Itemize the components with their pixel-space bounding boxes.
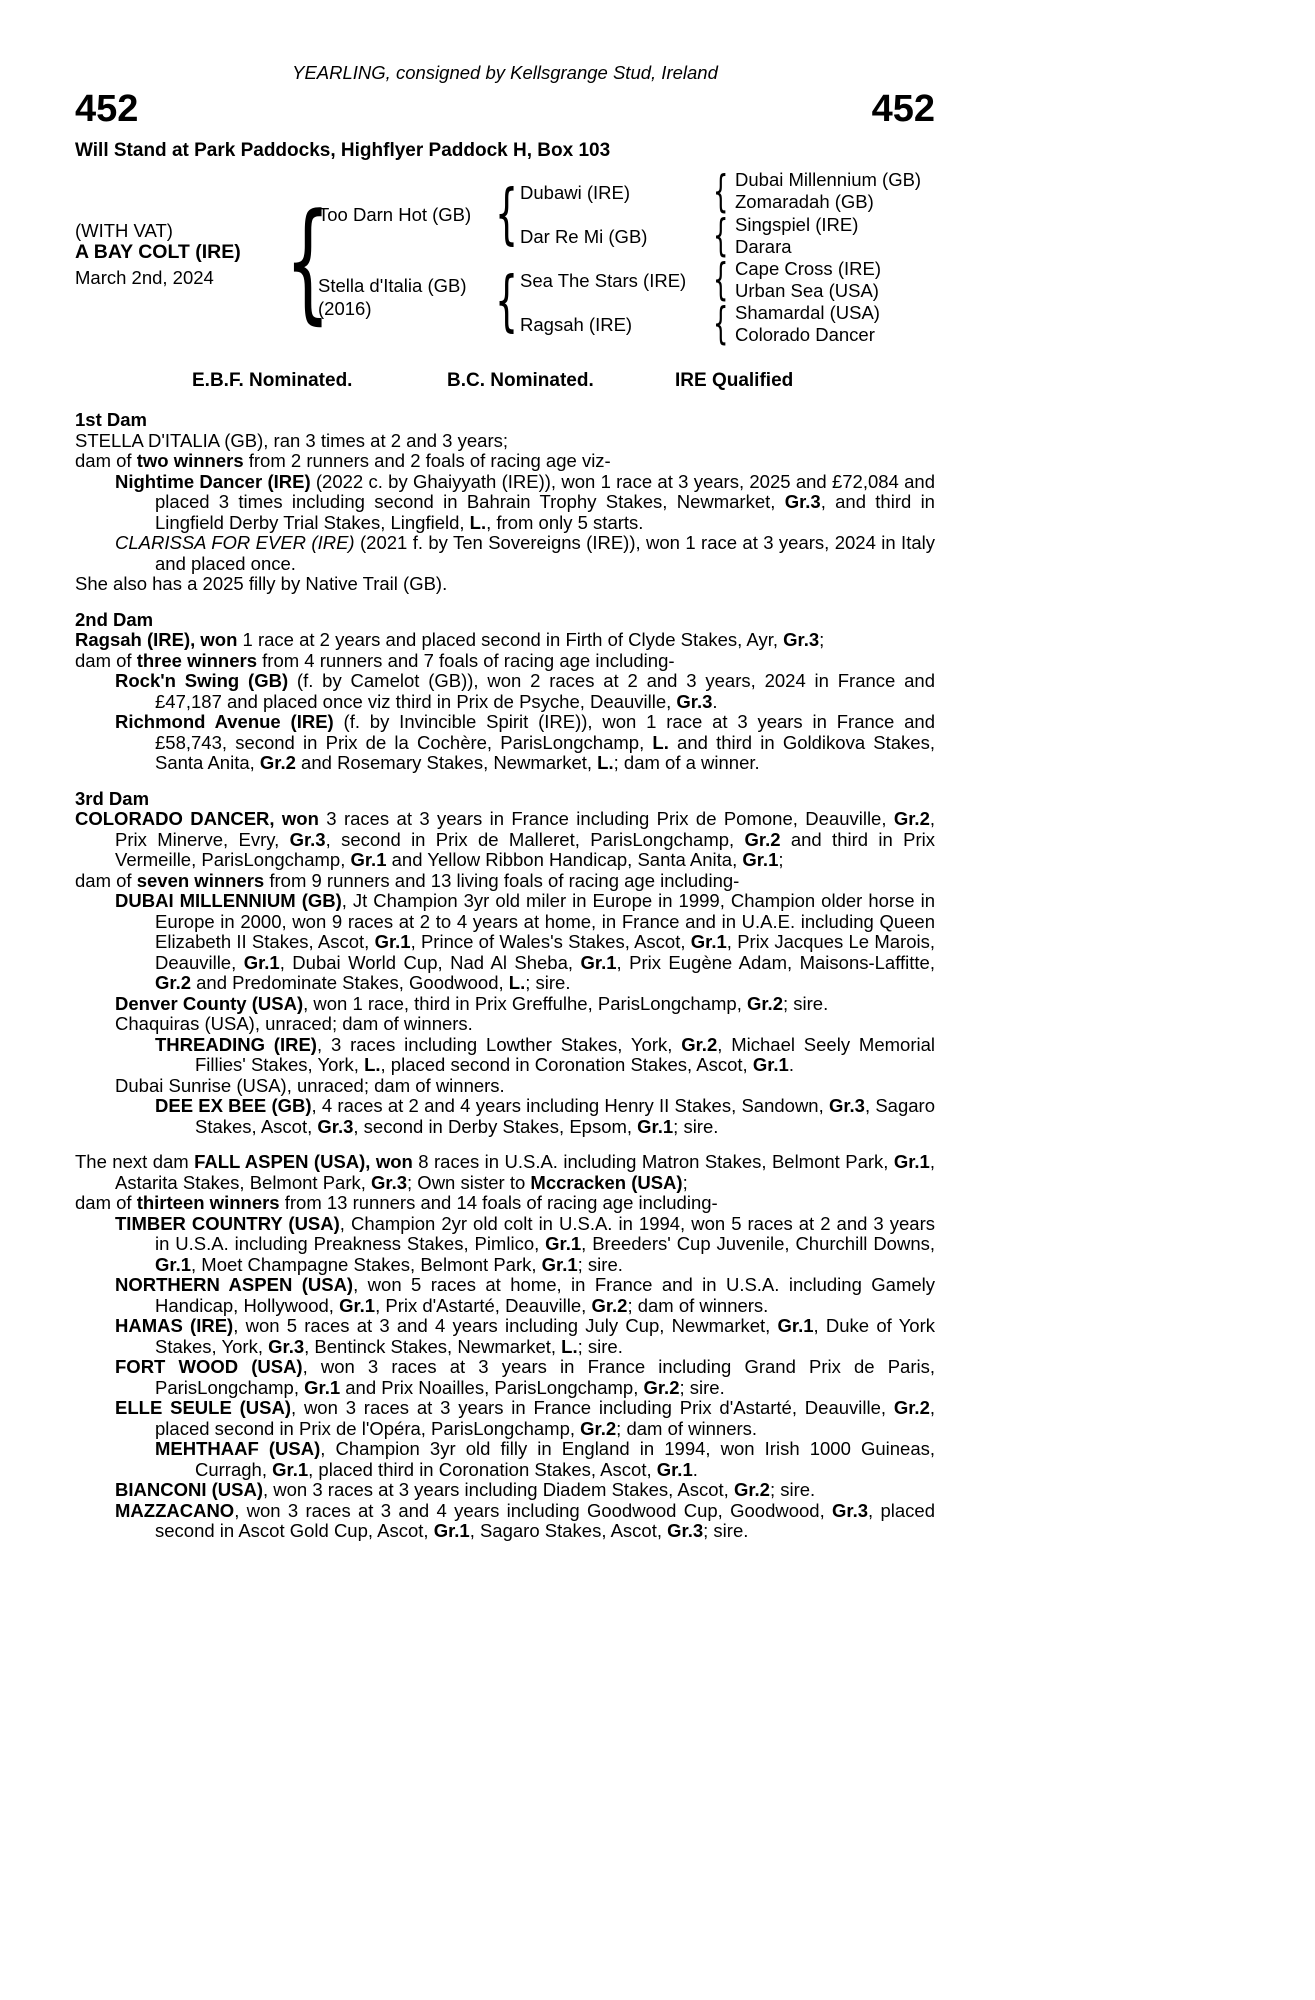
emphasized-text: Gr.2 (681, 1033, 718, 1055)
plain-text: from 9 runners and 13 living foals of racing age including- (264, 869, 740, 891)
plain-text: , Moet Champagne Stakes, Belmont Park, (191, 1253, 542, 1275)
pedigree-section (75, 410, 935, 595)
pedigree-granddam-maternal: Ragsah (IRE) (520, 314, 633, 335)
plain-text: , placed second in Coronation Stakes, Ascot, (380, 1054, 753, 1075)
emphasized-text: Gr.1 (339, 1294, 376, 1316)
catalogue-paragraph (75, 671, 935, 712)
plain-text: , second in Prix de Malleret, ParisLongchamp, (325, 828, 745, 850)
emphasized-text: Gr.1 (243, 951, 280, 973)
plain-text: . (712, 690, 718, 712)
plain-text: , won 3 races at 3 and 4 years including Goodwood Cup, Goodwood, (234, 1499, 833, 1521)
pedigree-table (75, 164, 935, 362)
catalogue-paragraph (75, 1096, 935, 1137)
emphasized-text: MAZZACANO (115, 1499, 235, 1521)
emphasized-text: Gr.1 (155, 1253, 191, 1275)
plain-text: ; Own sister to (407, 1171, 531, 1193)
lot-number-row (75, 90, 935, 128)
emphasized-text: Gr.3 (832, 1499, 869, 1521)
emphasized-text: Gr.3 (289, 828, 326, 850)
pedigree-grandsire-paternal: Dubawi (IRE) (520, 182, 630, 203)
plain-text: , won 3 races at 3 years in France including Prix d'Astarté, Deauville, (290, 1397, 894, 1418)
emphasized-text: Gr.2 (733, 1479, 770, 1500)
plain-text: , Sagaro Stakes, Ascot, (195, 1095, 935, 1137)
plain-text: dam of (75, 649, 137, 671)
italic-text: CLARISSA FOR EVER (IRE) (115, 532, 355, 553)
plain-text: , placed second in Prix de l'Opéra, ParisLongchamp, (155, 1397, 935, 1439)
plain-text: ; sire. (673, 1115, 719, 1137)
plain-text: and Rosemary Stakes, Newmarket, (295, 752, 598, 773)
plain-text: dam of (75, 1192, 137, 1213)
plain-text: , placed second in Ascot Gold Cup, Ascot, (155, 1499, 936, 1541)
emphasized-text: Gr.2 (744, 828, 781, 850)
emphasized-text: Gr.3 (676, 690, 713, 712)
plain-text: , 4 races at 2 and 4 years including Henry II Stakes, Sandown, (311, 1095, 829, 1116)
emphasized-text: DUBAI MILLENNIUM (GB) (115, 890, 342, 911)
catalogue-paragraph (75, 1275, 935, 1316)
emphasized-text: Gr.2 (259, 752, 296, 773)
emphasized-text: Gr.1 (350, 849, 387, 870)
plain-text: (f. by Invincible Spirit (IRE)), won 1 race at 3 years in France and £58,743, second in Prix de la Cochère, ParisLongchamp, (155, 711, 936, 753)
plain-text: Dubai Sunrise (USA), unraced; dam of winners. (115, 1074, 505, 1096)
catalogue-paragraph (75, 994, 935, 1015)
catalogue-paragraph (75, 533, 935, 574)
plain-text: , Bentinck Stakes, Newmarket, (304, 1335, 562, 1357)
plain-text: , won 3 races at 3 years including Diadem Stakes, Ascot, (263, 1479, 734, 1500)
emphasized-text: L. (561, 1335, 578, 1357)
catalogue-paragraph (75, 1316, 935, 1357)
pedigree-section (75, 1152, 935, 1542)
plain-text: (2021 f. by Ten Sovereigns (IRE)), won 1 race at 3 years, 2024 in Italy and placed once. (155, 532, 935, 574)
plain-text: ; (778, 849, 784, 870)
emphasized-text: FALL ASPEN (USA), won (194, 1151, 413, 1172)
stand-location-line: Will Stand at Park Paddocks, Highflyer Paddock H, Box 103 (75, 140, 611, 161)
plain-text: , won 3 races at 3 years in France including Grand Prix de Paris, ParisLongchamp, (155, 1356, 935, 1398)
pedigree-brace-gg-1: { (713, 166, 729, 217)
plain-text: , Astarita Stakes, Belmont Park, (115, 1151, 935, 1193)
pedigree-great-grandparent-6: Urban Sea (USA) (735, 280, 879, 301)
plain-text: . (788, 1054, 794, 1075)
catalogue-paragraph (75, 891, 935, 994)
plain-text: 8 races in U.S.A. including Matron Stakes, Belmont Park, (412, 1151, 894, 1172)
emphasized-text: Gr.1 (272, 1458, 309, 1480)
ebf-nominated-label: E.B.F. Nominated. (192, 370, 353, 391)
emphasized-text: Gr.1 (742, 849, 779, 870)
emphasized-text: Gr.3 (667, 1520, 704, 1541)
plain-text: (2022 c. by Ghaiyyath (IRE)), won 1 race at 3 years, 2025 and £72,084 and placed 3 times including second in Bahrain Trophy Stakes, Newmarket, (155, 470, 935, 512)
pedigree-section (75, 610, 935, 774)
nominations-row (75, 370, 935, 392)
emphasized-text: Gr.1 (580, 951, 617, 973)
catalogue-paragraph (75, 1014, 935, 1035)
pedigree-sire: Too Darn Hot (GB) (318, 204, 472, 225)
emphasized-text: Gr.1 (752, 1054, 789, 1075)
emphasized-text: L. (364, 1054, 381, 1075)
section-heading: 2nd Dam (75, 608, 154, 630)
emphasized-text: FORT WOOD (USA) (115, 1356, 303, 1377)
pedigree-granddam-paternal: Dar Re Mi (GB) (520, 226, 648, 247)
catalogue-paragraph (75, 451, 935, 472)
emphasized-text: HAMAS (IRE) (115, 1315, 234, 1336)
emphasized-text: L. (597, 752, 614, 773)
emphasized-text: L. (469, 511, 487, 533)
plain-text: 1 race at 2 years and placed second in Firth of Clyde Stakes, Ayr, (237, 629, 784, 650)
bc-nominated-label: B.C. Nominated. (447, 370, 594, 391)
emphasized-text: Gr.2 (746, 992, 783, 1014)
plain-text: , won 1 race, third in Prix Greffulhe, ParisLongchamp, (303, 992, 747, 1014)
catalogue-paragraph (75, 630, 935, 651)
catalogue-paragraph (75, 1076, 935, 1097)
plain-text: dam of (75, 869, 137, 891)
pedigree-great-grandparent-5: Cape Cross (IRE) (735, 258, 881, 279)
emphasized-text: three winners (136, 649, 257, 671)
plain-text: and third in Prix Vermeille, ParisLongchamp, (115, 828, 935, 870)
plain-text: and third in Goldikova Stakes, Santa Anita, (155, 731, 935, 773)
plain-text: ; dam of a winner. (613, 752, 760, 773)
emphasized-text: seven winners (136, 869, 265, 891)
emphasized-text: Rock'n Swing (GB) (115, 670, 289, 691)
plain-text: ; sire. (525, 972, 571, 993)
emphasized-text: Gr.2 (643, 1376, 680, 1398)
plain-text: ; sire. (703, 1520, 749, 1541)
horse-description: A BAY COLT (IRE) (75, 241, 241, 263)
plain-text: She also has a 2025 filly by Native Trail (GB). (75, 573, 448, 594)
emphasized-text: Gr.3 (828, 1095, 865, 1116)
emphasized-text: NORTHERN ASPEN (USA) (115, 1274, 354, 1295)
plain-text: ; dam of winners. (616, 1417, 758, 1439)
plain-text: ; sire. (577, 1253, 623, 1275)
plain-text: and Predominate Stakes, Goodwood, (191, 972, 509, 993)
plain-text: , won 5 races at home, in France and in U.S.A. including Gamely Handicap, Hollywood, (155, 1274, 936, 1316)
catalogue-paragraph (75, 1035, 935, 1076)
plain-text: ; (819, 629, 825, 650)
emphasized-text: Gr.1 (777, 1315, 814, 1336)
plain-text: ; sire. (769, 1479, 816, 1500)
plain-text: , Prix d'Astarté, Deauville, (375, 1294, 592, 1316)
emphasized-text: Gr.1 (433, 1520, 470, 1541)
pedigree-dam: Stella d'Italia (GB) (318, 275, 467, 296)
emphasized-text: Gr.1 (656, 1458, 693, 1480)
emphasized-text: Gr.2 (893, 1397, 930, 1418)
emphasized-text: Gr.1 (374, 931, 411, 952)
plain-text: STELLA D'ITALIA (GB), ran 3 times at 2 and 3 years; (75, 429, 508, 451)
plain-text: ; sire. (577, 1335, 623, 1357)
plain-text: , Jt Champion 3yr old miler in Europe in 1999, Champion older horse in Europe in 2000, won 9 races at 2 to 4 years at home, in France and in U.A.E. including Queen Elizabeth II Stakes, Ascot, (155, 890, 935, 952)
catalogue-paragraph (75, 651, 935, 672)
emphasized-text: two winners (136, 450, 244, 471)
lot-number-left: 452 (75, 88, 139, 130)
emphasized-text: BIANCONI (USA) (115, 1479, 263, 1500)
emphasized-text: Gr.1 (541, 1253, 578, 1275)
catalogue-paragraph (75, 1152, 935, 1193)
plain-text: , won 5 races at 3 and 4 years including July Cup, Newmarket, (233, 1315, 778, 1336)
emphasized-text: Gr.1 (304, 1376, 341, 1398)
emphasized-text: THREADING (IRE) (155, 1033, 317, 1055)
emphasized-text: Ragsah (IRE), won (75, 629, 238, 650)
emphasized-text: Gr.1 (637, 1115, 674, 1137)
emphasized-text: ELLE SEULE (USA) (115, 1397, 291, 1418)
plain-text: , from only 5 starts. (486, 511, 644, 533)
plain-text: , Champion 2yr old colt in U.S.A. in 1994, won 5 races at 2 and 3 years in U.S.A. including Preakness Stakes, Pimlico, (155, 1212, 935, 1254)
pedigree-brace-main: { (285, 185, 331, 337)
pedigree-dam-year: (2016) (318, 298, 372, 319)
plain-text: 3 races at 3 years in France including Prix de Pomone, Deauville, (318, 808, 894, 829)
ire-qualified-label: IRE Qualified (675, 370, 794, 391)
plain-text: dam of (75, 450, 137, 471)
plain-text: , Breeders' Cup Juvenile, Churchill Downs, (581, 1233, 936, 1254)
plain-text: The next dam (75, 1151, 195, 1172)
emphasized-text: Nightime Dancer (IRE) (115, 470, 311, 492)
plain-text: Chaquiras (USA), unraced; dam of winners. (115, 1013, 473, 1034)
emphasized-text: L. (652, 731, 669, 753)
plain-text: and Yellow Ribbon Handicap, Santa Anita, (386, 849, 743, 870)
emphasized-text: Gr.3 (371, 1171, 408, 1193)
catalogue-paragraph (75, 472, 935, 534)
emphasized-text: Gr.1 (545, 1233, 582, 1254)
pedigree-great-grandparent-4: Darara (735, 236, 792, 257)
plain-text: , second in Derby Stakes, Epsom, (353, 1115, 638, 1137)
plain-text: , Prix Jacques Le Marois, Deauville, (155, 931, 935, 973)
plain-text: , Prix Minerve, Evry, (115, 808, 935, 850)
plain-text: from 13 runners and 14 foals of racing age including- (279, 1192, 718, 1213)
emphasized-text: Richmond Avenue (IRE) (115, 711, 334, 732)
plain-text: , Champion 3yr old filly in England in 1994, won Irish 1000 Guineas, Curragh, (195, 1438, 935, 1480)
emphasized-text: thirteen winners (136, 1192, 280, 1213)
emphasized-text: Denver County (USA) (115, 992, 304, 1014)
section-heading: 3rd Dam (75, 787, 150, 809)
pedigree-section (75, 789, 935, 1138)
section-heading: 1st Dam (75, 409, 147, 430)
emphasized-text: COLORADO DANCER, won (75, 808, 319, 829)
pedigree-brace-gg-3: { (713, 254, 729, 305)
pedigree-great-grandparent-1: Dubai Millennium (GB) (735, 169, 922, 190)
catalogue-paragraph (75, 1193, 935, 1214)
catalogue-paragraph (75, 871, 935, 892)
catalogue-paragraph (75, 1214, 935, 1276)
plain-text: , Duke of York Stakes, York, (155, 1315, 935, 1357)
plain-text: ; sire. (782, 992, 829, 1014)
catalogue-paragraph (75, 431, 935, 452)
emphasized-text: TIMBER COUNTRY (USA) (115, 1212, 340, 1234)
plain-text: ; dam of winners. (627, 1294, 769, 1316)
pedigree-brace-gg-4: { (713, 298, 729, 349)
plain-text: from 2 runners and 2 foals of racing age viz- (243, 450, 611, 471)
emphasized-text: Gr.2 (591, 1294, 628, 1316)
emphasized-text: Mccracken (USA) (530, 1171, 683, 1193)
plain-text: , Dubai World Cup, Nad Al Sheba, (279, 951, 581, 973)
plain-text: , Sagaro Stakes, Ascot, (469, 1520, 668, 1541)
emphasized-text: Gr.2 (155, 972, 191, 993)
lot-number-right: 452 (871, 88, 935, 130)
emphasized-text: MEHTHAAF (USA) (155, 1438, 321, 1459)
pedigree-great-grandparent-8: Colorado Dancer (735, 324, 875, 345)
plain-text: , Prince of Wales's Stakes, Ascot, (410, 931, 691, 952)
plain-text: ; (682, 1171, 688, 1193)
emphasized-text: Gr.2 (580, 1417, 617, 1439)
catalogue-paragraph (75, 1398, 935, 1439)
plain-text: from 4 runners and 7 foals of racing age including- (257, 649, 675, 671)
pedigree-great-grandparent-2: Zomaradah (GB) (735, 191, 874, 212)
emphasized-text: Gr.3 (317, 1115, 354, 1137)
plain-text: and Prix Noailles, ParisLongchamp, (340, 1376, 644, 1398)
plain-text: ; sire. (679, 1376, 725, 1398)
catalogue-page (75, 0, 935, 1542)
catalogue-paragraph (75, 1501, 935, 1542)
plain-text: , 3 races including Lowther Stakes, York, (316, 1033, 682, 1055)
emphasized-text: L. (508, 972, 526, 993)
catalogue-paragraph (75, 574, 935, 595)
consignor-line: YEARLING, consigned by Kellsgrange Stud, Ireland (292, 62, 718, 83)
emphasized-text: Gr.3 (783, 629, 820, 650)
pedigree-brace-gg-2: { (713, 210, 729, 261)
foal-date: March 2nd, 2024 (75, 267, 214, 288)
catalogue-paragraph (75, 1439, 935, 1480)
catalogue-paragraph (75, 809, 935, 871)
catalogue-paragraph (75, 712, 935, 774)
plain-text: , Michael Seely Memorial Fillies' Stakes, York, (195, 1033, 935, 1075)
pedigree-great-grandparent-3: Singspiel (IRE) (735, 214, 859, 235)
emphasized-text: Gr.3 (268, 1335, 305, 1357)
emphasized-text: Gr.3 (784, 491, 821, 512)
pedigree-great-grandparent-7: Shamardal (USA) (735, 302, 880, 323)
emphasized-text: DEE EX BEE (GB) (155, 1095, 312, 1116)
plain-text: (f. by Camelot (GB)), won 2 races at 2 and 3 years, 2024 in France and £47,187 and placed once viz third in Prix de Psyche, Deauville, (155, 670, 936, 712)
pedigree-brace-dam: { (495, 262, 519, 339)
catalogue-paragraph (75, 1357, 935, 1398)
plain-text: , Prix Eugène Adam, Maisons-Laffitte, (616, 951, 935, 973)
catalogue-paragraph (75, 1480, 935, 1501)
catalogue-body (75, 410, 935, 1542)
pedigree-grandsire-maternal: Sea The Stars (IRE) (520, 270, 687, 291)
with-vat-label: (WITH VAT) (75, 220, 173, 241)
emphasized-text: Gr.2 (893, 808, 930, 829)
plain-text: , placed third in Coronation Stakes, Ascot, (308, 1458, 657, 1480)
pedigree-brace-sire: { (495, 175, 519, 252)
plain-text: . (692, 1458, 698, 1480)
plain-text: , and third in Lingfield Derby Trial Stakes, Lingfield, (155, 491, 935, 533)
emphasized-text: Gr.1 (893, 1151, 930, 1172)
emphasized-text: Gr.1 (690, 931, 727, 952)
